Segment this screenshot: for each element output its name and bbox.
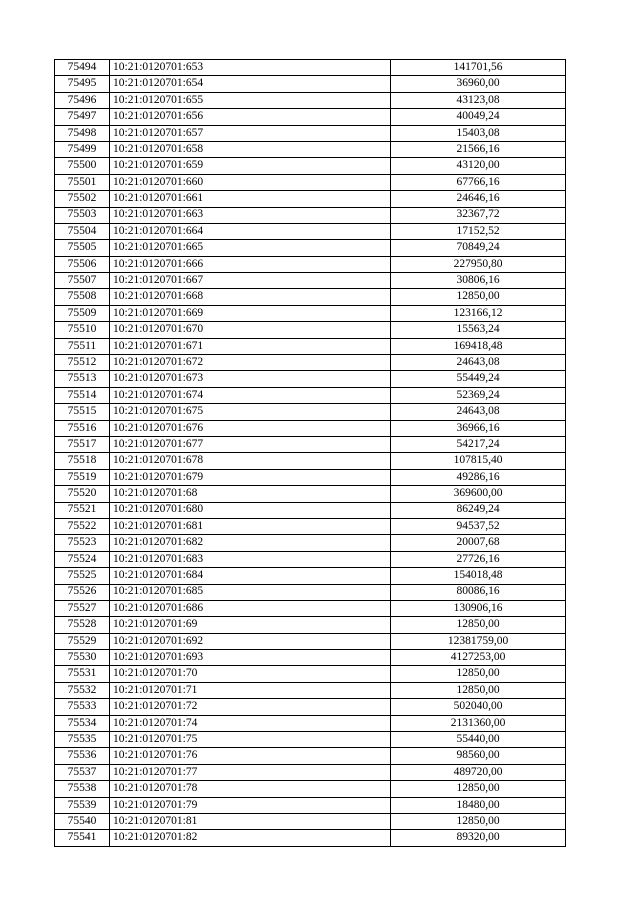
table-row (55, 207, 566, 223)
row-number-cell: 75501 (55, 174, 110, 190)
row-number-cell: 75526 (55, 584, 110, 600)
value-cell: 17152,52 (391, 223, 566, 239)
value-cell: 20007,68 (391, 535, 566, 551)
table-row (55, 486, 566, 502)
cadastral-number-cell: 10:21:0120701:684 (110, 568, 391, 584)
row-number-cell: 75538 (55, 781, 110, 797)
cadastral-number-cell: 10:21:0120701:660 (110, 174, 391, 190)
row-number-cell: 75497 (55, 109, 110, 125)
table-row (55, 125, 566, 141)
table-row (55, 322, 566, 338)
cadastral-number-cell: 10:21:0120701:664 (110, 223, 391, 239)
row-number-cell: 75504 (55, 223, 110, 239)
table-row (55, 60, 566, 76)
value-cell: 107815,40 (391, 453, 566, 469)
value-cell: 32367,72 (391, 207, 566, 223)
row-number-cell: 75508 (55, 289, 110, 305)
value-cell: 49286,16 (391, 469, 566, 485)
cadastral-number-cell: 10:21:0120701:665 (110, 240, 391, 256)
cadastral-number-cell: 10:21:0120701:683 (110, 551, 391, 567)
table-row (55, 650, 566, 666)
row-number-cell: 75536 (55, 748, 110, 764)
cadastral-number-cell: 10:21:0120701:666 (110, 256, 391, 272)
cadastral-number-cell: 10:21:0120701:659 (110, 158, 391, 174)
table-body (55, 60, 566, 847)
row-number-cell: 75529 (55, 633, 110, 649)
value-cell: 123166,12 (391, 305, 566, 321)
cadastral-number-cell: 10:21:0120701:676 (110, 420, 391, 436)
table-row (55, 191, 566, 207)
table-row (55, 355, 566, 371)
row-number-cell: 75535 (55, 732, 110, 748)
value-cell: 489720,00 (391, 764, 566, 780)
row-number-cell: 75528 (55, 617, 110, 633)
cadastral-number-cell: 10:21:0120701:692 (110, 633, 391, 649)
row-number-cell: 75537 (55, 764, 110, 780)
value-cell: 2131360,00 (391, 715, 566, 731)
cadastral-number-cell: 10:21:0120701:74 (110, 715, 391, 731)
cadastral-number-cell: 10:21:0120701:671 (110, 338, 391, 354)
value-cell: 55449,24 (391, 371, 566, 387)
cadastral-number-cell: 10:21:0120701:669 (110, 305, 391, 321)
cadastral-number-cell: 10:21:0120701:68 (110, 486, 391, 502)
row-number-cell: 75533 (55, 699, 110, 715)
row-number-cell: 75522 (55, 518, 110, 534)
table-row (55, 502, 566, 518)
value-cell: 130906,16 (391, 600, 566, 616)
value-cell: 18480,00 (391, 797, 566, 813)
cadastral-number-cell: 10:21:0120701:681 (110, 518, 391, 534)
row-number-cell: 75496 (55, 92, 110, 108)
row-number-cell: 75505 (55, 240, 110, 256)
table-row (55, 600, 566, 616)
table-row (55, 797, 566, 813)
table-row (55, 404, 566, 420)
table-row (55, 633, 566, 649)
table-row (55, 273, 566, 289)
cadastral-number-cell: 10:21:0120701:75 (110, 732, 391, 748)
row-number-cell: 75511 (55, 338, 110, 354)
table-row (55, 617, 566, 633)
cadastral-number-cell: 10:21:0120701:667 (110, 273, 391, 289)
cadastral-number-cell: 10:21:0120701:678 (110, 453, 391, 469)
cadastral-number-cell: 10:21:0120701:682 (110, 535, 391, 551)
row-number-cell: 75539 (55, 797, 110, 813)
cadastral-number-cell: 10:21:0120701:655 (110, 92, 391, 108)
value-cell: 24646,16 (391, 191, 566, 207)
row-number-cell: 75517 (55, 436, 110, 452)
value-cell: 12850,00 (391, 813, 566, 829)
row-number-cell: 75516 (55, 420, 110, 436)
row-number-cell: 75503 (55, 207, 110, 223)
value-cell: 12381759,00 (391, 633, 566, 649)
table-row (55, 240, 566, 256)
table-row (55, 732, 566, 748)
value-cell: 80086,16 (391, 584, 566, 600)
value-cell: 27726,16 (391, 551, 566, 567)
value-cell: 141701,56 (391, 60, 566, 76)
value-cell: 70849,24 (391, 240, 566, 256)
table-row (55, 76, 566, 92)
value-cell: 369600,00 (391, 486, 566, 502)
cadastral-number-cell: 10:21:0120701:685 (110, 584, 391, 600)
cadastral-number-cell: 10:21:0120701:677 (110, 436, 391, 452)
table-row (55, 158, 566, 174)
cadastral-number-cell: 10:21:0120701:661 (110, 191, 391, 207)
cadastral-number-cell: 10:21:0120701:69 (110, 617, 391, 633)
cadastral-number-cell: 10:21:0120701:657 (110, 125, 391, 141)
value-cell: 24643,08 (391, 355, 566, 371)
value-cell: 24643,08 (391, 404, 566, 420)
cadastral-number-cell: 10:21:0120701:663 (110, 207, 391, 223)
cadastral-number-cell: 10:21:0120701:674 (110, 387, 391, 403)
cadastral-number-cell: 10:21:0120701:72 (110, 699, 391, 715)
value-cell: 4127253,00 (391, 650, 566, 666)
table-row (55, 830, 566, 846)
cadastral-number-cell: 10:21:0120701:680 (110, 502, 391, 518)
value-cell: 21566,16 (391, 141, 566, 157)
row-number-cell: 75515 (55, 404, 110, 420)
value-cell: 12850,00 (391, 682, 566, 698)
value-cell: 43120,00 (391, 158, 566, 174)
value-cell: 227950,80 (391, 256, 566, 272)
row-number-cell: 75534 (55, 715, 110, 731)
table-row (55, 436, 566, 452)
value-cell: 94537,52 (391, 518, 566, 534)
row-number-cell: 75494 (55, 60, 110, 76)
row-number-cell: 75525 (55, 568, 110, 584)
value-cell: 86249,24 (391, 502, 566, 518)
table-row (55, 699, 566, 715)
row-number-cell: 75540 (55, 813, 110, 829)
table-row (55, 92, 566, 108)
table-row (55, 781, 566, 797)
value-cell: 89320,00 (391, 830, 566, 846)
value-cell: 154018,48 (391, 568, 566, 584)
row-number-cell: 75531 (55, 666, 110, 682)
table-row (55, 289, 566, 305)
cadastral-number-cell: 10:21:0120701:653 (110, 60, 391, 76)
table-row (55, 109, 566, 125)
row-number-cell: 75519 (55, 469, 110, 485)
value-cell: 43123,08 (391, 92, 566, 108)
row-number-cell: 75518 (55, 453, 110, 469)
row-number-cell: 75510 (55, 322, 110, 338)
value-cell: 36966,16 (391, 420, 566, 436)
value-cell: 15403,08 (391, 125, 566, 141)
cadastral-number-cell: 10:21:0120701:668 (110, 289, 391, 305)
row-number-cell: 75495 (55, 76, 110, 92)
table-row (55, 469, 566, 485)
cadastral-number-cell: 10:21:0120701:77 (110, 764, 391, 780)
table-row (55, 305, 566, 321)
row-number-cell: 75514 (55, 387, 110, 403)
value-cell: 12850,00 (391, 617, 566, 633)
value-cell: 12850,00 (391, 666, 566, 682)
table-row (55, 813, 566, 829)
value-cell: 55440,00 (391, 732, 566, 748)
row-number-cell: 75500 (55, 158, 110, 174)
cadastral-number-cell: 10:21:0120701:656 (110, 109, 391, 125)
value-cell: 54217,24 (391, 436, 566, 452)
table-row (55, 584, 566, 600)
value-cell: 15563,24 (391, 322, 566, 338)
table-row (55, 387, 566, 403)
row-number-cell: 75523 (55, 535, 110, 551)
table-row (55, 666, 566, 682)
row-number-cell: 75527 (55, 600, 110, 616)
row-number-cell: 75521 (55, 502, 110, 518)
value-cell: 502040,00 (391, 699, 566, 715)
table-row (55, 223, 566, 239)
row-number-cell: 75520 (55, 486, 110, 502)
table-row (55, 535, 566, 551)
table-row (55, 338, 566, 354)
value-cell: 67766,16 (391, 174, 566, 190)
cadastral-number-cell: 10:21:0120701:679 (110, 469, 391, 485)
cadastral-number-cell: 10:21:0120701:675 (110, 404, 391, 420)
row-number-cell: 75499 (55, 141, 110, 157)
value-cell: 36960,00 (391, 76, 566, 92)
value-cell: 98560,00 (391, 748, 566, 764)
row-number-cell: 75507 (55, 273, 110, 289)
table-row (55, 256, 566, 272)
row-number-cell: 75498 (55, 125, 110, 141)
table-row (55, 715, 566, 731)
table-row (55, 551, 566, 567)
row-number-cell: 75532 (55, 682, 110, 698)
row-number-cell: 75506 (55, 256, 110, 272)
row-number-cell: 75509 (55, 305, 110, 321)
cadastral-number-cell: 10:21:0120701:670 (110, 322, 391, 338)
value-cell: 30806,16 (391, 273, 566, 289)
cadastral-number-cell: 10:21:0120701:70 (110, 666, 391, 682)
value-cell: 169418,48 (391, 338, 566, 354)
row-number-cell: 75530 (55, 650, 110, 666)
row-number-cell: 75524 (55, 551, 110, 567)
cadastral-number-cell: 10:21:0120701:82 (110, 830, 391, 846)
cadastral-number-cell: 10:21:0120701:78 (110, 781, 391, 797)
cadastral-number-cell: 10:21:0120701:693 (110, 650, 391, 666)
row-number-cell: 75513 (55, 371, 110, 387)
row-number-cell: 75541 (55, 830, 110, 846)
value-cell: 12850,00 (391, 781, 566, 797)
table-row (55, 682, 566, 698)
value-cell: 12850,00 (391, 289, 566, 305)
cadastral-number-cell: 10:21:0120701:658 (110, 141, 391, 157)
table-row (55, 453, 566, 469)
data-table (54, 59, 566, 847)
table-row (55, 568, 566, 584)
value-cell: 40049,24 (391, 109, 566, 125)
table-row (55, 748, 566, 764)
cadastral-number-cell: 10:21:0120701:654 (110, 76, 391, 92)
row-number-cell: 75502 (55, 191, 110, 207)
row-number-cell: 75512 (55, 355, 110, 371)
value-cell: 52369,24 (391, 387, 566, 403)
cadastral-number-cell: 10:21:0120701:71 (110, 682, 391, 698)
table-row (55, 764, 566, 780)
cadastral-number-cell: 10:21:0120701:672 (110, 355, 391, 371)
table-row (55, 174, 566, 190)
cadastral-number-cell: 10:21:0120701:686 (110, 600, 391, 616)
table-row (55, 518, 566, 534)
table-row (55, 141, 566, 157)
cadastral-number-cell: 10:21:0120701:79 (110, 797, 391, 813)
cadastral-number-cell: 10:21:0120701:76 (110, 748, 391, 764)
table-row (55, 371, 566, 387)
cadastral-number-cell: 10:21:0120701:81 (110, 813, 391, 829)
table-row (55, 420, 566, 436)
cadastral-number-cell: 10:21:0120701:673 (110, 371, 391, 387)
